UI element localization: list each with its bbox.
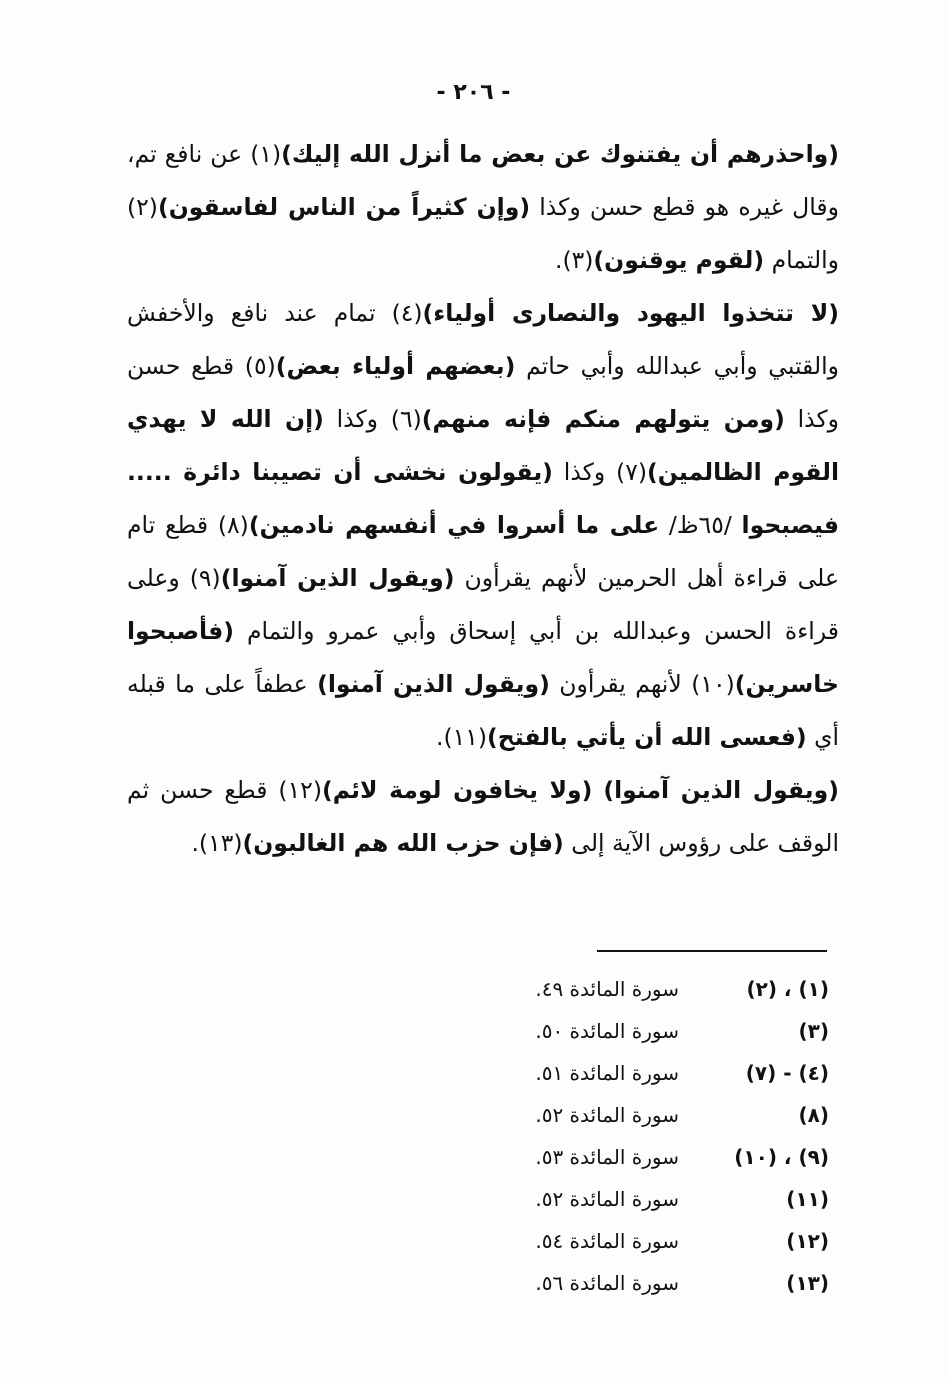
- footnote-item: [409, 968, 829, 1010]
- quran-quote: (فأصبحوا خاسرين): [127, 617, 839, 698]
- footnote-source: سورة المائدة ٤٩.: [535, 977, 679, 1001]
- quran-quote: (ويقول الذين آمنوا): [603, 776, 839, 804]
- quran-quote: (وإن كثيراً من الناس لفاسقون): [157, 193, 531, 221]
- commentary-text: (١٣).: [191, 829, 243, 857]
- footnote-ref: (٣): [798, 1019, 829, 1043]
- commentary-text: [592, 776, 603, 804]
- footnote-ref: (١٣): [786, 1271, 829, 1295]
- footnote-source: سورة المائدة ٥١.: [535, 1061, 679, 1085]
- footnote-source: سورة المائدة ٥٦.: [535, 1271, 679, 1295]
- commentary-text: (٩) وعلى قراءة الحسن وعبدالله بن أبي إسحاق وأبي عمرو والتمام: [127, 564, 839, 645]
- footnote-source: سورة المائدة ٥٤.: [535, 1229, 679, 1253]
- commentary-text: (١٠) لأنهم يقرأون: [549, 670, 735, 698]
- commentary-text: (١١).: [435, 723, 488, 751]
- quran-quote: (ومن يتولهم منكم فإنه منهم): [421, 405, 785, 433]
- main-text: [127, 128, 839, 870]
- commentary-text: (٦) وكذا: [323, 405, 422, 433]
- footnote-source: سورة المائدة ٥٢.: [535, 1187, 679, 1211]
- commentary-text: (١) عن نافع تم، وقال غيره هو قطع حسن وكذا: [127, 140, 839, 221]
- paragraph: [127, 764, 839, 870]
- footnote-source: سورة المائدة ٥٢.: [535, 1103, 679, 1127]
- commentary-text: (٨) قطع تام على قراءة أهل الحرمين لأنهم يقرأون: [127, 511, 839, 592]
- quran-quote: (ويقول الذين آمنوا): [220, 564, 455, 592]
- footnote-ref: (١) ، (٢): [746, 977, 829, 1001]
- footnote-ref: (٨): [798, 1103, 829, 1127]
- footnote-item: [409, 1220, 829, 1262]
- footnote-divider: [597, 950, 827, 952]
- quran-quote: (لا تتخذوا اليهود والنصارى أولياء): [422, 299, 839, 327]
- commentary-text: (٤) تمام عند نافع والأخفش والقتبي وأبي عبدالله وأبي حاتم: [127, 299, 839, 380]
- footnote-item: [409, 1136, 829, 1178]
- quran-quote: (بعضهم أولياء بعض): [275, 352, 516, 380]
- quran-quote: (يقولون نخشى أن تصيبنا دائرة ..... فيصبحوا: [127, 458, 840, 539]
- commentary-text: (٧) وكذا: [552, 458, 648, 486]
- quran-quote: على ما أسروا في أنفسهم نادمين): [248, 511, 660, 539]
- quran-quote: (واحذرهم أن يفتنوك عن بعض ما أنزل الله إليك): [281, 140, 839, 168]
- page-number: - ٢٠٦ -: [436, 80, 511, 105]
- commentary-text: (٣).: [554, 246, 594, 274]
- footnote-item: [409, 1052, 829, 1094]
- quran-quote: (لقوم يوقنون): [593, 246, 765, 274]
- commentary-text: (٥) قطع حسن وكذا: [127, 352, 839, 433]
- quran-quote: (ويقول الذين آمنوا): [317, 670, 550, 698]
- quran-quote: (إن الله لا يهدي القوم الظالمين): [127, 405, 839, 486]
- footnotes: [409, 968, 829, 1304]
- footnote-ref: (٩) ، (١٠): [734, 1145, 829, 1169]
- commentary-text: (٢) والتمام: [127, 193, 839, 274]
- quran-quote: (فإن حزب الله هم الغالبون): [242, 829, 564, 857]
- footnote-ref: (٤) - (٧): [745, 1061, 829, 1085]
- footnote-source: سورة المائدة ٥٠.: [535, 1019, 679, 1043]
- footnote-source: سورة المائدة ٥٣.: [535, 1145, 679, 1169]
- footnote-item: [409, 1262, 829, 1304]
- commentary-text: عطفاً على ما قبله أي: [127, 670, 839, 751]
- footnote-ref: (١٢): [786, 1229, 829, 1253]
- footnote-ref: (١١): [786, 1187, 829, 1211]
- paragraph: [127, 128, 839, 287]
- commentary-text: (١٢) قطع حسن ثم الوقف على رؤوس الآية إلى: [127, 776, 839, 857]
- paragraph: [127, 287, 839, 764]
- footnote-item: [409, 1094, 829, 1136]
- footnote-item: [409, 1010, 829, 1052]
- manuscript-folio-marker: /٦٥ظ/: [659, 511, 742, 539]
- footnote-item: [409, 1178, 829, 1220]
- quran-quote: (ولا يخافون لومة لائم): [321, 776, 593, 804]
- quran-quote: (فعسى الله أن يأتي بالفتح): [487, 723, 807, 751]
